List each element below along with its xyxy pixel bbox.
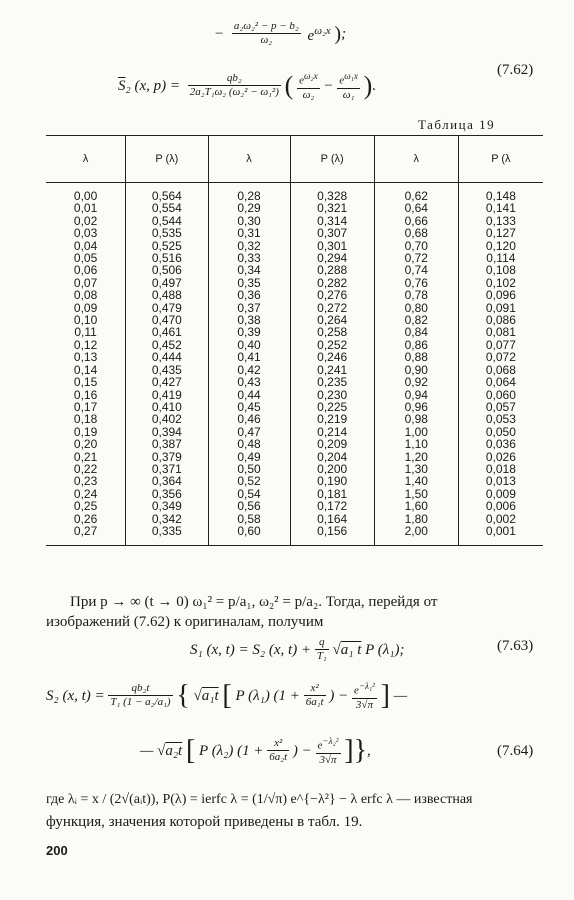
table-cell: 0,321 [317, 201, 348, 216]
table-cell: 0,018 [485, 461, 516, 476]
formula-7-63: S₁ (x, t) = S₂ (x, t) + $\frac{q}{\text{T₁}}$ √a₁ t P (λ₁); [190, 636, 405, 662]
table-cell: 0,349 [151, 499, 182, 514]
table-cell: 0,036 [485, 437, 516, 452]
table-cell: 0,64 [404, 201, 428, 216]
table-cell: 0,49 [237, 449, 261, 464]
table-cell: 0,92 [404, 375, 428, 390]
formula-7-64-line-2: — √a₂t [ P (λ₂) (1 + $\frac{\text{x²}}{\text{6a₂t}}$ ) − $\frac{e^{-\lambda_2^2}}{3√\pi}$ ]}, [140, 734, 371, 766]
table-header: P (λ) [290, 136, 374, 183]
table-cell: 0,156 [317, 523, 348, 538]
table-cell: 0,05 [73, 251, 98, 266]
page-number: 200 [46, 843, 68, 858]
table-cell: 0,219 [317, 412, 348, 427]
table-cell: 0,204 [317, 449, 348, 464]
table-cell: 0,225 [317, 399, 348, 414]
table-cell: 0,58 [237, 511, 261, 526]
formula-7-64-line-1: S₂ (x, t) = $\frac{\text{qb₂t}}{\text{T₁ (1 − a₂/a₁)}}$ { √a₁t [ P (λ₁) (1 + $\frac{\text{x²}}{\text{6a₁t}}$ ) − $\frac{e^{-\lambda_1^2}}{3√\pi}$ ] — [46, 679, 408, 711]
table-cell: 1,30 [404, 461, 428, 476]
table-cell: 0,164 [317, 511, 348, 526]
table-cell: 0,42 [237, 362, 261, 377]
table-cell: 0,072 [485, 350, 516, 365]
formula-7-62: $\overline{S}_2$ (x, p) = $\frac{\text{qb₂}}{\text{2a₂T₁ω₂ (ω₂² − ω₁²)}}$ ( $\frac{e^{\omega_2x}}{\text{ω₂}}$ − $\frac{e^{\omega_1x}}{\text{ω₁}}$ ). [118, 70, 377, 101]
table-cell: 0,02 [73, 213, 98, 228]
table-cell: 0,516 [151, 251, 182, 266]
table-cell: 0,190 [317, 474, 348, 489]
table-19 [46, 135, 543, 546]
table-cell: 0,25 [73, 499, 98, 514]
table-cell: 0,08 [73, 288, 98, 303]
table-cell: 0,181 [317, 486, 348, 501]
table-cell: 1,40 [404, 474, 428, 489]
table-cell: 0,096 [485, 288, 516, 303]
table-cell: 0,002 [485, 511, 516, 526]
table-cell: 0,053 [485, 412, 516, 427]
table-cell: 1,00 [404, 424, 428, 439]
table-cell: 0,272 [317, 300, 348, 315]
table-cell: 0,301 [317, 238, 348, 253]
table-cell: 0,38 [237, 313, 261, 328]
table-cell: 0,09 [73, 300, 98, 315]
table-cell: 0,497 [151, 275, 182, 290]
table-cell: 0,077 [485, 337, 516, 352]
table-cell: 0,230 [317, 387, 348, 402]
table-cell: 0,081 [485, 325, 516, 340]
table-cell: 0,328 [317, 189, 348, 203]
table-cell: 0,525 [151, 238, 182, 253]
table-cell: 0,335 [151, 523, 182, 538]
equation-number-7-64: (7.64) [497, 743, 534, 759]
paragraph-1-line-2: изображений (7.62) к оригиналам, получим [46, 614, 324, 630]
table-cell: 0,307 [317, 226, 348, 241]
table-cell: 0,435 [151, 362, 182, 377]
table-cell: 0,282 [317, 275, 348, 290]
table-cell: 0,29 [237, 201, 261, 216]
table-cell: 0,379 [151, 449, 182, 464]
table-cell: 0,01 [73, 201, 98, 216]
table-cell: 0,026 [485, 449, 516, 464]
table-cell: 0,76 [404, 275, 428, 290]
table-cell: 0,03 [73, 226, 98, 241]
paragraph-1-line-1: При p → ∞ (t → 0) ω₁² = p/a₁, ω₂² = p/a₂. Тогда, перейдя от [70, 594, 438, 610]
table-header: P (λ) [126, 136, 208, 183]
table-cell: 0,74 [404, 263, 428, 278]
table-cell: 0,60 [237, 523, 261, 538]
table-cell: 0,41 [237, 350, 261, 365]
table-header: λ [374, 136, 458, 183]
table-cell: 0,98 [404, 412, 428, 427]
table-cell: 0,30 [237, 213, 261, 228]
table-cell: 0,31 [237, 226, 261, 241]
table-cell: 0,22 [73, 461, 98, 476]
table-cell: 0,40 [237, 337, 261, 352]
table-cell: 0,80 [404, 300, 428, 315]
table-cell: 0,410 [151, 399, 182, 414]
table-cell: 0,246 [317, 350, 348, 365]
table-cell: 0,172 [317, 499, 348, 514]
table-cell: 0,064 [485, 375, 516, 390]
table-cell: 0,252 [317, 337, 348, 352]
table-cell: 0,17 [73, 399, 98, 414]
table-cell: 0,009 [485, 486, 516, 501]
table-cell: 0,444 [151, 350, 182, 365]
table-cell: 0,091 [485, 300, 516, 315]
table-cell: 0,200 [317, 461, 348, 476]
table-cell: 2,00 [404, 523, 428, 538]
table-cell: 0,84 [404, 325, 428, 340]
table-cell: 0,120 [485, 238, 516, 253]
table-cell: 0,402 [151, 412, 182, 427]
table-cell: 0,39 [237, 325, 261, 340]
table-cell: 0,258 [317, 325, 348, 340]
table-cell: 0,114 [486, 251, 516, 266]
table-cell: 0,086 [485, 313, 516, 328]
table-cell: 0,394 [151, 424, 182, 439]
table-cell: 0,060 [485, 387, 516, 402]
table-cell: 0,10 [73, 313, 98, 328]
table-cell: 0,52 [237, 474, 261, 489]
table-cell: 0,94 [404, 387, 428, 402]
table-column-p-2 [290, 183, 374, 546]
table-cell: 0,387 [151, 437, 182, 452]
table-cell: 0,314 [317, 213, 348, 228]
table-column-lambda-2 [208, 183, 290, 546]
table-cell: 0,78 [404, 288, 428, 303]
table-cell: 0,050 [485, 424, 516, 439]
table-cell: 0,488 [151, 288, 182, 303]
table-cell: 0,45 [237, 399, 261, 414]
table-caption: Таблица 19 [418, 117, 496, 132]
formula-7-61-tail: − $\frac{\text{a₂ω₂² − p − b₂}}{\text{ω₂}}$ $e^{\omega_2x}$ ); [214, 20, 347, 46]
table-cell: 0,506 [151, 263, 182, 278]
table-cell: 0,32 [237, 238, 261, 253]
table-cell: 1,20 [404, 449, 428, 464]
table-column-p-3 [458, 183, 543, 546]
paragraph-2-line-1: где λᵢ = x / (2√(aᵢt)), P(λ) = ierfc λ = (1/√π) e^{−λ²} − λ erfc λ — известная [46, 792, 473, 807]
table-column-p-1 [126, 183, 208, 546]
table-cell: 0,35 [237, 275, 261, 290]
table-cell: 0,148 [485, 189, 516, 203]
table-cell: 0,14 [73, 362, 98, 377]
table-cell: 0,62 [404, 189, 428, 203]
table-cell: 0,264 [317, 313, 348, 328]
table-cell: 0,36 [237, 288, 261, 303]
table-cell: 0,86 [404, 337, 428, 352]
table-cell: 0,209 [317, 437, 348, 452]
table-cell: 0,34 [237, 263, 261, 278]
table-cell: 0,19 [73, 424, 98, 439]
table-cell: 0,68 [404, 226, 428, 241]
table-column-lambda-1 [46, 183, 126, 546]
table-cell: 0,37 [237, 300, 261, 315]
table-cell: 0,07 [73, 275, 98, 290]
table-cell: 0,141 [485, 201, 516, 216]
table-header: λ [46, 136, 126, 183]
table-cell: 0,11 [74, 325, 97, 340]
table-cell: 0,294 [317, 251, 348, 266]
table-cell: 0,43 [237, 375, 261, 390]
table-cell: 0,214 [317, 424, 348, 439]
table-cell: 0,479 [151, 300, 182, 315]
table-cell: 0,90 [404, 362, 428, 377]
table-cell: 0,48 [237, 437, 261, 452]
table-cell: 0,21 [73, 449, 98, 464]
table-cell: 0,23 [73, 474, 98, 489]
table-cell: 0,564 [151, 189, 182, 203]
table-cell: 0,356 [151, 486, 182, 501]
table-cell: 0,16 [73, 387, 98, 402]
equation-number-7-62: (7.62) [497, 62, 534, 78]
table-cell: 0,068 [485, 362, 516, 377]
table-column-lambda-3 [374, 183, 458, 546]
table-cell: 0,544 [151, 213, 182, 228]
table-cell: 0,20 [73, 437, 98, 452]
table-cell: 1,10 [404, 437, 428, 452]
table-cell: 0,56 [237, 499, 261, 514]
table-cell: 0,88 [404, 350, 428, 365]
table-header: λ [208, 136, 290, 183]
table-cell: 0,554 [151, 201, 182, 216]
table-cell: 0,535 [151, 226, 182, 241]
table-cell: 0,057 [485, 399, 516, 414]
table-cell: 0,364 [151, 474, 182, 489]
table-cell: 0,006 [485, 499, 516, 514]
table-cell: 0,127 [485, 226, 516, 241]
table-cell: 0,82 [404, 313, 428, 328]
table-cell: 0,70 [404, 238, 428, 253]
table-cell: 0,12 [73, 337, 98, 352]
table-cell: 0,235 [317, 375, 348, 390]
table-cell: 0,33 [237, 251, 261, 266]
table-cell: 0,13 [73, 350, 98, 365]
table-cell: 0,001 [485, 523, 516, 538]
table-cell: 0,288 [317, 263, 348, 278]
table-header: P (λ [458, 136, 543, 183]
table-cell: 0,66 [404, 213, 428, 228]
table-cell: 0,241 [317, 362, 348, 377]
table-cell: 0,00 [73, 189, 98, 203]
table-cell: 0,96 [404, 399, 428, 414]
table-cell: 0,276 [317, 288, 348, 303]
paragraph-2-line-2: функция, значения которой приведены в табл. 19. [46, 814, 363, 830]
table-cell: 1,80 [404, 511, 428, 526]
table-cell: 0,419 [151, 387, 182, 402]
table-cell: 0,27 [73, 523, 98, 538]
table-cell: 0,452 [151, 337, 182, 352]
table-cell: 0,28 [237, 189, 261, 203]
equation-number-7-63: (7.63) [497, 638, 534, 654]
table-cell: 0,013 [485, 474, 516, 489]
table-cell: 0,46 [237, 412, 261, 427]
table-cell: 0,47 [237, 424, 261, 439]
table-cell: 0,26 [73, 511, 98, 526]
table-cell: 0,50 [237, 461, 261, 476]
table-cell: 0,108 [485, 263, 516, 278]
table-cell: 0,427 [151, 375, 182, 390]
table-cell: 1,60 [404, 499, 428, 514]
table-cell: 0,04 [73, 238, 98, 253]
table-cell: 0,470 [151, 313, 182, 328]
table-cell: 0,18 [73, 412, 98, 427]
table-cell: 0,461 [151, 325, 182, 340]
table-cell: 0,371 [151, 461, 182, 476]
table-cell: 0,133 [485, 213, 516, 228]
table-cell: 0,102 [485, 275, 516, 290]
table-cell: 0,06 [73, 263, 98, 278]
table-cell: 0,72 [404, 251, 428, 266]
table-cell: 0,44 [237, 387, 261, 402]
table-cell: 0,54 [237, 486, 261, 501]
table-cell: 1,50 [404, 486, 428, 501]
table-cell: 0,24 [73, 486, 98, 501]
table-cell: 0,342 [151, 511, 182, 526]
table-cell: 0,15 [73, 375, 98, 390]
